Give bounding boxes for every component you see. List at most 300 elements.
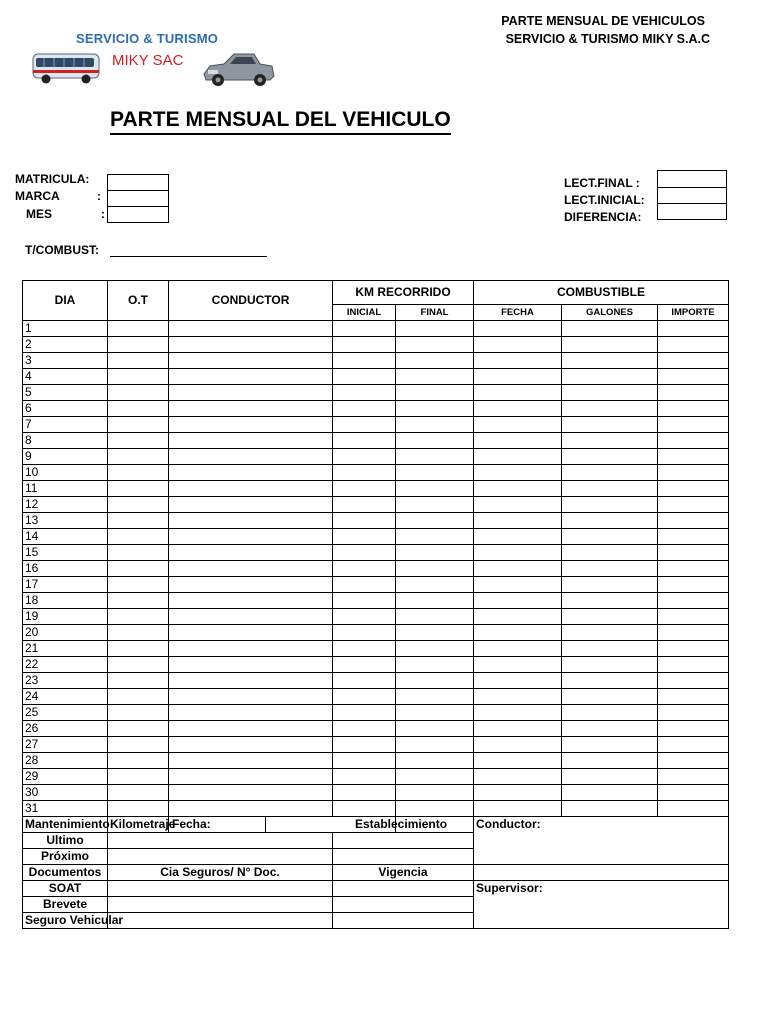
cell-importe[interactable] xyxy=(658,353,729,369)
table-row xyxy=(23,481,729,497)
cell-km-inicial[interactable] xyxy=(333,721,396,737)
day-number: 23 xyxy=(23,673,108,689)
cell-importe[interactable] xyxy=(658,529,729,545)
cell-km-inicial[interactable] xyxy=(333,593,396,609)
col-km-inicial: INICIAL xyxy=(333,305,396,321)
brevete-vigencia-field[interactable] xyxy=(333,897,474,913)
cell-km-inicial[interactable] xyxy=(333,417,396,433)
cell-fecha[interactable] xyxy=(474,657,562,673)
cell-km-final[interactable] xyxy=(396,449,474,465)
cell-conductor[interactable] xyxy=(169,785,333,801)
cell-ot[interactable] xyxy=(108,657,169,673)
day-number: 4 xyxy=(23,369,108,385)
bus-image xyxy=(30,50,104,86)
cell-fecha[interactable] xyxy=(474,593,562,609)
cell-fecha[interactable] xyxy=(474,465,562,481)
header-line-1: PARTE MENSUAL DE VEHICULOS xyxy=(501,14,705,28)
day-number: 25 xyxy=(23,705,108,721)
brevete-cia-field[interactable] xyxy=(108,897,333,913)
lect-final-field[interactable] xyxy=(657,170,727,188)
cell-galones[interactable] xyxy=(562,625,658,641)
cell-km-final[interactable] xyxy=(396,689,474,705)
document-title: PARTE MENSUAL DEL VEHICULO xyxy=(110,108,451,135)
cell-galones[interactable] xyxy=(562,529,658,545)
cell-galones[interactable] xyxy=(562,401,658,417)
cell-importe[interactable] xyxy=(658,337,729,353)
cell-importe[interactable] xyxy=(658,609,729,625)
cell-galones[interactable] xyxy=(562,497,658,513)
cell-importe[interactable] xyxy=(658,801,729,817)
cell-ot[interactable] xyxy=(108,625,169,641)
cell-ot[interactable] xyxy=(108,769,169,785)
cell-conductor[interactable] xyxy=(169,769,333,785)
cell-ot[interactable] xyxy=(108,481,169,497)
soat-cia-field[interactable] xyxy=(108,881,333,897)
cell-km-final[interactable] xyxy=(396,753,474,769)
cell-galones[interactable] xyxy=(562,737,658,753)
cell-conductor[interactable] xyxy=(169,417,333,433)
cell-galones[interactable] xyxy=(562,657,658,673)
cell-km-final[interactable] xyxy=(396,657,474,673)
cell-galones[interactable] xyxy=(562,385,658,401)
cell-km-final[interactable] xyxy=(396,801,474,817)
cell-fecha[interactable] xyxy=(474,513,562,529)
logo-brand xyxy=(112,52,183,69)
cell-galones[interactable] xyxy=(562,369,658,385)
cell-fecha[interactable] xyxy=(474,577,562,593)
cell-km-final[interactable] xyxy=(396,481,474,497)
cell-conductor[interactable] xyxy=(169,449,333,465)
cell-fecha[interactable] xyxy=(474,545,562,561)
cell-conductor[interactable] xyxy=(169,561,333,577)
table-row xyxy=(23,369,729,385)
cell-km-inicial[interactable] xyxy=(333,737,396,753)
cell-conductor[interactable] xyxy=(169,529,333,545)
cell-ot[interactable] xyxy=(108,737,169,753)
cell-km-inicial[interactable] xyxy=(333,705,396,721)
cell-importe[interactable] xyxy=(658,721,729,737)
cell-km-inicial[interactable] xyxy=(333,321,396,337)
cell-fecha[interactable] xyxy=(474,433,562,449)
cell-fecha[interactable] xyxy=(474,705,562,721)
ultimo-label: Ultimo xyxy=(23,833,108,849)
cell-ot[interactable] xyxy=(108,529,169,545)
cell-importe[interactable] xyxy=(658,705,729,721)
cell-km-final[interactable] xyxy=(396,641,474,657)
cell-galones[interactable] xyxy=(562,561,658,577)
day-number: 5 xyxy=(23,385,108,401)
cell-fecha[interactable] xyxy=(474,641,562,657)
table-row xyxy=(23,801,729,817)
day-rows xyxy=(23,321,729,817)
proximo-establecimiento[interactable] xyxy=(333,849,474,865)
ultimo-fields[interactable] xyxy=(108,833,333,849)
cell-importe[interactable] xyxy=(658,481,729,497)
cell-conductor[interactable] xyxy=(169,593,333,609)
cell-importe[interactable] xyxy=(658,385,729,401)
cell-km-final[interactable] xyxy=(396,561,474,577)
cell-galones[interactable] xyxy=(562,433,658,449)
cell-km-inicial[interactable] xyxy=(333,577,396,593)
cell-fecha[interactable] xyxy=(474,417,562,433)
day-number: 24 xyxy=(23,689,108,705)
cell-importe[interactable] xyxy=(658,593,729,609)
cell-km-final[interactable] xyxy=(396,785,474,801)
cell-km-inicial[interactable] xyxy=(333,481,396,497)
cell-km-inicial[interactable] xyxy=(333,433,396,449)
cell-ot[interactable] xyxy=(108,753,169,769)
cell-fecha[interactable] xyxy=(474,785,562,801)
cell-importe[interactable] xyxy=(658,401,729,417)
cell-importe[interactable] xyxy=(658,785,729,801)
cell-fecha[interactable] xyxy=(474,689,562,705)
cell-km-final[interactable] xyxy=(396,513,474,529)
cell-conductor[interactable] xyxy=(169,385,333,401)
lect-inicial-label: LECT.INICIAL: xyxy=(564,193,645,207)
cell-galones[interactable] xyxy=(562,545,658,561)
cell-km-final[interactable] xyxy=(396,625,474,641)
cell-importe[interactable] xyxy=(658,497,729,513)
cell-ot[interactable] xyxy=(108,401,169,417)
cell-km-inicial[interactable] xyxy=(333,689,396,705)
cell-ot[interactable] xyxy=(108,337,169,353)
table-row xyxy=(23,433,729,449)
cell-galones[interactable] xyxy=(562,481,658,497)
cell-ot[interactable] xyxy=(108,801,169,817)
cell-km-inicial[interactable] xyxy=(333,625,396,641)
cell-ot[interactable] xyxy=(108,545,169,561)
cell-conductor[interactable] xyxy=(169,321,333,337)
cell-galones[interactable] xyxy=(562,513,658,529)
cell-km-inicial[interactable] xyxy=(333,529,396,545)
cell-ot[interactable] xyxy=(108,353,169,369)
cell-fecha[interactable] xyxy=(474,753,562,769)
cell-ot[interactable] xyxy=(108,369,169,385)
mes-field[interactable] xyxy=(107,206,169,223)
cell-fecha[interactable] xyxy=(474,385,562,401)
cell-ot[interactable] xyxy=(108,785,169,801)
vigencia-label: Vigencia xyxy=(333,865,474,881)
soat-label: SOAT xyxy=(23,881,108,897)
cell-conductor[interactable] xyxy=(169,353,333,369)
cell-ot[interactable] xyxy=(108,449,169,465)
table-row xyxy=(23,321,729,337)
cell-conductor[interactable] xyxy=(169,673,333,689)
cell-fecha[interactable] xyxy=(474,609,562,625)
proximo-fields[interactable] xyxy=(108,849,333,865)
cell-importe[interactable] xyxy=(658,577,729,593)
proximo-label: Próximo xyxy=(23,849,108,865)
cell-km-final[interactable] xyxy=(396,401,474,417)
cell-km-final[interactable] xyxy=(396,465,474,481)
cell-km-final[interactable] xyxy=(396,673,474,689)
cell-galones[interactable] xyxy=(562,593,658,609)
cell-importe[interactable] xyxy=(658,673,729,689)
day-number: 10 xyxy=(23,465,108,481)
cell-conductor[interactable] xyxy=(169,801,333,817)
cell-importe[interactable] xyxy=(658,641,729,657)
cell-km-inicial[interactable] xyxy=(333,369,396,385)
documentos-label: Documentos xyxy=(23,865,108,881)
cell-importe[interactable] xyxy=(658,753,729,769)
cell-fecha[interactable] xyxy=(474,625,562,641)
day-number: 26 xyxy=(23,721,108,737)
cell-km-inicial[interactable] xyxy=(333,497,396,513)
cell-importe[interactable] xyxy=(658,737,729,753)
cell-conductor[interactable] xyxy=(169,337,333,353)
cell-ot[interactable] xyxy=(108,513,169,529)
cia-seguros-label: Cia Seguros/ N° Doc. xyxy=(108,865,333,881)
cell-fecha[interactable] xyxy=(474,769,562,785)
cell-galones[interactable] xyxy=(562,321,658,337)
cell-km-inicial[interactable] xyxy=(333,385,396,401)
cell-importe[interactable] xyxy=(658,769,729,785)
mantenimiento-label: Mantenimiento xyxy=(23,817,108,833)
cell-km-final[interactable] xyxy=(396,369,474,385)
cell-fecha[interactable] xyxy=(474,401,562,417)
ultimo-establecimiento[interactable] xyxy=(333,833,474,849)
cell-km-inicial[interactable] xyxy=(333,561,396,577)
diferencia-label: DIFERENCIA: xyxy=(564,210,642,224)
pickup-truck-image xyxy=(200,48,276,90)
cell-km-inicial[interactable] xyxy=(333,801,396,817)
day-number: 3 xyxy=(23,353,108,369)
cell-ot[interactable] xyxy=(108,593,169,609)
cell-km-inicial[interactable] xyxy=(333,465,396,481)
col-fecha: FECHA xyxy=(474,305,562,321)
table-row xyxy=(23,721,729,737)
logo-title: SERVICIO & TURISMO xyxy=(76,31,219,46)
cell-km-final[interactable] xyxy=(396,737,474,753)
day-number: 27 xyxy=(23,737,108,753)
cell-ot[interactable] xyxy=(108,385,169,401)
cell-conductor[interactable] xyxy=(169,545,333,561)
day-number: 28 xyxy=(23,753,108,769)
cell-ot[interactable] xyxy=(108,673,169,689)
marca-field[interactable] xyxy=(107,190,169,207)
cell-galones[interactable] xyxy=(562,609,658,625)
cell-conductor[interactable] xyxy=(169,577,333,593)
establecimiento-label: Establecimiento xyxy=(355,817,448,831)
cell-fecha[interactable] xyxy=(474,737,562,753)
cell-conductor[interactable] xyxy=(169,737,333,753)
daily-log-table xyxy=(22,280,729,929)
fecha-establecimiento-cell xyxy=(169,817,448,833)
cell-km-inicial[interactable] xyxy=(333,545,396,561)
logo-brand-name: MIKY xyxy=(112,52,149,69)
supervisor-signature[interactable] xyxy=(474,881,729,929)
cell-importe[interactable] xyxy=(658,369,729,385)
cell-importe[interactable] xyxy=(658,657,729,673)
cell-importe[interactable] xyxy=(658,545,729,561)
cell-importe[interactable] xyxy=(658,561,729,577)
cell-galones[interactable] xyxy=(562,801,658,817)
cell-conductor[interactable] xyxy=(169,705,333,721)
cell-galones[interactable] xyxy=(562,641,658,657)
cell-galones[interactable] xyxy=(562,721,658,737)
cell-ot[interactable] xyxy=(108,321,169,337)
cell-fecha[interactable] xyxy=(474,721,562,737)
cell-galones[interactable] xyxy=(562,465,658,481)
cell-km-final[interactable] xyxy=(396,321,474,337)
cell-conductor[interactable] xyxy=(169,481,333,497)
table-row xyxy=(23,337,729,353)
cell-km-inicial[interactable] xyxy=(333,449,396,465)
cell-km-inicial[interactable] xyxy=(333,353,396,369)
cell-km-final[interactable] xyxy=(396,433,474,449)
cell-km-final[interactable] xyxy=(396,769,474,785)
table-row xyxy=(23,401,729,417)
cell-km-final[interactable] xyxy=(396,577,474,593)
cell-conductor[interactable] xyxy=(169,721,333,737)
cell-fecha[interactable] xyxy=(474,529,562,545)
kilometraje-label: Kilometraje xyxy=(108,817,169,833)
cell-conductor[interactable] xyxy=(169,497,333,513)
col-galones: GALONES xyxy=(562,305,658,321)
cell-ot[interactable] xyxy=(108,465,169,481)
cell-km-final[interactable] xyxy=(396,721,474,737)
matricula-label: MATRICULA: xyxy=(15,172,90,186)
cell-fecha[interactable] xyxy=(474,561,562,577)
cell-km-inicial[interactable] xyxy=(333,401,396,417)
cell-conductor[interactable] xyxy=(169,641,333,657)
seguro-vehicular-label: Seguro Vehicular xyxy=(23,913,108,929)
cell-conductor[interactable] xyxy=(169,625,333,641)
cell-km-inicial[interactable] xyxy=(333,609,396,625)
cell-fecha[interactable] xyxy=(474,353,562,369)
cell-ot[interactable] xyxy=(108,577,169,593)
cell-galones[interactable] xyxy=(562,753,658,769)
cell-ot[interactable] xyxy=(108,721,169,737)
cell-galones[interactable] xyxy=(562,577,658,593)
cell-km-final[interactable] xyxy=(396,593,474,609)
day-number: 13 xyxy=(23,513,108,529)
logo-brand-suffix: SAC xyxy=(152,52,184,69)
table-row xyxy=(23,465,729,481)
col-conductor: CONDUCTOR xyxy=(169,281,333,321)
cell-km-final[interactable] xyxy=(396,705,474,721)
cell-km-final[interactable] xyxy=(396,417,474,433)
cell-ot[interactable] xyxy=(108,497,169,513)
cell-fecha[interactable] xyxy=(474,497,562,513)
cell-importe[interactable] xyxy=(658,417,729,433)
cell-importe[interactable] xyxy=(658,465,729,481)
col-km-recorrido: KM RECORRIDO xyxy=(333,281,474,305)
cell-galones[interactable] xyxy=(562,769,658,785)
cell-km-inicial[interactable] xyxy=(333,657,396,673)
cell-km-final[interactable] xyxy=(396,337,474,353)
fecha-divider xyxy=(265,817,266,833)
table-row xyxy=(23,641,729,657)
day-number: 14 xyxy=(23,529,108,545)
cell-importe[interactable] xyxy=(658,449,729,465)
cell-fecha[interactable] xyxy=(474,801,562,817)
cell-conductor[interactable] xyxy=(169,433,333,449)
cell-km-inicial[interactable] xyxy=(333,673,396,689)
mes-label: MES xyxy=(26,207,53,221)
cell-ot[interactable] xyxy=(108,705,169,721)
cell-galones[interactable] xyxy=(562,673,658,689)
conductor-signature-label: Conductor: xyxy=(476,817,541,831)
cell-ot[interactable] xyxy=(108,417,169,433)
cell-galones[interactable] xyxy=(562,353,658,369)
cell-galones[interactable] xyxy=(562,417,658,433)
cell-conductor[interactable] xyxy=(169,369,333,385)
cell-km-inicial[interactable] xyxy=(333,753,396,769)
cell-importe[interactable] xyxy=(658,513,729,529)
header-line-2: SERVICIO & TURISMO MIKY S.A.C xyxy=(505,32,710,46)
soat-vigencia-field[interactable] xyxy=(333,881,474,897)
combustible-type-label: T/COMBUST: xyxy=(25,243,99,257)
cell-km-inicial[interactable] xyxy=(333,785,396,801)
cell-conductor[interactable] xyxy=(169,513,333,529)
cell-ot[interactable] xyxy=(108,641,169,657)
cell-conductor[interactable] xyxy=(169,657,333,673)
seguro-vehicular-cia-field[interactable] xyxy=(108,913,333,929)
cell-ot[interactable] xyxy=(108,433,169,449)
conductor-signature[interactable] xyxy=(474,817,729,865)
cell-km-final[interactable] xyxy=(396,609,474,625)
table-row xyxy=(23,657,729,673)
cell-km-final[interactable] xyxy=(396,385,474,401)
table-row xyxy=(23,513,729,529)
table-row xyxy=(23,497,729,513)
cell-fecha[interactable] xyxy=(474,449,562,465)
cell-fecha[interactable] xyxy=(474,337,562,353)
cell-ot[interactable] xyxy=(108,609,169,625)
cell-km-inicial[interactable] xyxy=(333,513,396,529)
combustible-type-field[interactable] xyxy=(110,255,267,257)
cell-km-final[interactable] xyxy=(396,529,474,545)
cell-galones[interactable] xyxy=(562,337,658,353)
cell-conductor[interactable] xyxy=(169,689,333,705)
cell-fecha[interactable] xyxy=(474,481,562,497)
cell-conductor[interactable] xyxy=(169,753,333,769)
cell-km-final[interactable] xyxy=(396,545,474,561)
table-row xyxy=(23,609,729,625)
cell-ot[interactable] xyxy=(108,689,169,705)
day-number: 18 xyxy=(23,593,108,609)
cell-fecha[interactable] xyxy=(474,673,562,689)
cell-km-inicial[interactable] xyxy=(333,769,396,785)
cell-fecha[interactable] xyxy=(474,321,562,337)
table-row xyxy=(23,353,729,369)
matricula-field[interactable] xyxy=(107,174,169,191)
diferencia-field[interactable] xyxy=(657,203,727,220)
cell-galones[interactable] xyxy=(562,449,658,465)
cell-ot[interactable] xyxy=(108,561,169,577)
cell-galones[interactable] xyxy=(562,785,658,801)
day-number: 2 xyxy=(23,337,108,353)
cell-importe[interactable] xyxy=(658,689,729,705)
cell-galones[interactable] xyxy=(562,705,658,721)
cell-km-final[interactable] xyxy=(396,353,474,369)
cell-importe[interactable] xyxy=(658,625,729,641)
cell-km-inicial[interactable] xyxy=(333,641,396,657)
seguro-vehicular-vigencia-field[interactable] xyxy=(333,913,474,929)
cell-galones[interactable] xyxy=(562,689,658,705)
lect-inicial-field[interactable] xyxy=(657,187,727,204)
cell-fecha[interactable] xyxy=(474,369,562,385)
cell-conductor[interactable] xyxy=(169,609,333,625)
cell-importe[interactable] xyxy=(658,321,729,337)
cell-km-final[interactable] xyxy=(396,497,474,513)
cell-conductor[interactable] xyxy=(169,401,333,417)
day-number: 17 xyxy=(23,577,108,593)
cell-conductor[interactable] xyxy=(169,465,333,481)
cell-km-inicial[interactable] xyxy=(333,337,396,353)
cell-importe[interactable] xyxy=(658,433,729,449)
